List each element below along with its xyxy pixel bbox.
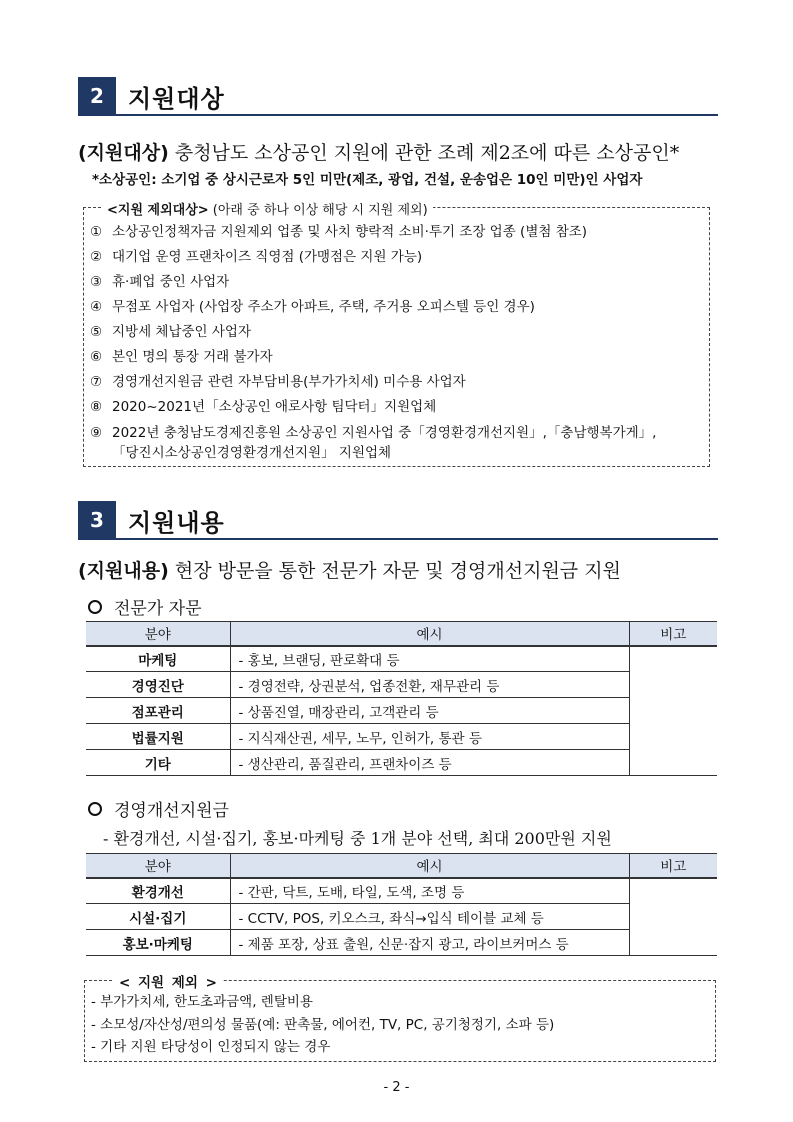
item-text: 소상공인정책자금 지원제외 업종 및 사치 향락적 소비·투기 조장 업종 (별첨 참조) — [112, 224, 588, 240]
item-text: 지방세 체납중인 사업자 — [112, 324, 251, 340]
row-example: - 상품진열, 매장관리, 고객관리 등 — [230, 698, 629, 724]
row-category: 경영진단 — [86, 672, 230, 698]
item-number: ⑥ — [90, 349, 103, 365]
table-row — [86, 698, 717, 724]
lead-text: 현장 방문을 통한 전문가 자문 및 경영개선지원금 지원 — [168, 560, 621, 582]
item-text: 무점포 사업자 (사업장 주소가 아파트, 주택, 주거용 오피스텔 등인 경우) — [112, 299, 535, 315]
support-exclusion-title: < 지원 제외 > — [113, 971, 223, 991]
heading-text: 경영개선지원금 — [114, 801, 229, 821]
row-example: - 지식재산권, 세무, 노무, 인허가, 통관 등 — [230, 724, 629, 750]
row-category: 점포관리 — [86, 698, 230, 724]
section-number: 2 — [78, 77, 116, 115]
row-category: 홍보·마케팅 — [86, 930, 230, 956]
section-3-header — [78, 502, 718, 540]
heading-text: 전문가 자문 — [114, 599, 202, 619]
item-number: ④ — [90, 299, 103, 315]
list-item — [90, 320, 703, 345]
exclusion-title — [102, 199, 433, 218]
row-example: - 생산관리, 품질관리, 프랜차이즈 등 — [230, 750, 629, 776]
row-category: 시설·집기 — [86, 904, 230, 930]
item-text-line1: 2022년 충청남도경제진흥원 소상공인 지원사업 중「경영환경개선지원」,「충남행복가게」, — [112, 425, 657, 441]
fund-subline: - 환경개선, 시설·집기, 홍보·마케팅 중 1개 분야 선택, 최대 200만원 지원 — [103, 829, 612, 848]
item-text: 2020~2021년「소상공인 애로사항 팀닥터」지원업체 — [112, 399, 437, 415]
item-text-line2: 「당진시소상공인경영환경개선지원」 지원업체 — [112, 445, 392, 461]
item-text — [112, 423, 656, 463]
list-item — [90, 345, 703, 370]
row-category: 마케팅 — [86, 646, 230, 672]
list-item — [90, 370, 703, 395]
header-example: 예시 — [230, 622, 629, 646]
exclusion-box — [83, 203, 710, 467]
item-number: ⑨ — [90, 425, 103, 441]
item-number: ⑧ — [90, 399, 103, 415]
table-header-row — [86, 622, 717, 646]
section-title: 지원대상 — [128, 84, 225, 113]
header-remark: 비고 — [629, 622, 717, 646]
lead-text: 충청남도 소상공인 지원에 관한 조례 제2조에 따른 소상공인* — [168, 142, 680, 164]
table-row — [86, 904, 717, 930]
circle-bullet-icon — [88, 600, 102, 614]
target-lead — [78, 138, 679, 165]
row-category: 환경개선 — [86, 878, 230, 904]
list-item: - 소모성/자산성/편의성 물품(예: 판촉물, 에어컨, TV, PC, 공기청정기, 소파 등) — [91, 1014, 554, 1037]
table-row — [86, 930, 717, 956]
row-remark — [629, 878, 717, 956]
table-row — [86, 878, 717, 904]
row-example: - 간판, 닥트, 도배, 타일, 도색, 조명 등 — [230, 878, 629, 904]
consult-heading — [88, 594, 202, 619]
list-item: - 부가가치세, 한도초과금액, 렌탈비용 — [91, 991, 554, 1014]
header-field: 분야 — [86, 854, 230, 878]
row-example: - 홍보, 브랜딩, 판로확대 등 — [230, 646, 629, 672]
support-exclusion-list — [91, 991, 554, 1059]
support-exclusion-box — [84, 975, 716, 1062]
exclusion-title-rest: (아래 중 하나 이상 해당 시 지원 제외) — [208, 203, 428, 218]
list-item — [90, 295, 703, 320]
item-text: 대기업 운영 프랜차이즈 직영점 (가맹점은 지원 가능) — [112, 249, 423, 265]
list-item — [90, 220, 703, 245]
circle-bullet-icon — [88, 802, 102, 816]
fund-heading — [88, 796, 229, 821]
content-lead — [78, 556, 621, 583]
item-number: ② — [90, 249, 103, 265]
exclusion-title-bold: <지원 제외대상> — [107, 203, 209, 218]
section-title: 지원내용 — [128, 508, 225, 537]
section-2-header — [78, 78, 718, 116]
consult-table — [86, 621, 717, 776]
table-row — [86, 724, 717, 750]
list-item: - 기타 지원 타당성이 인정되지 않는 경우 — [91, 1036, 554, 1059]
header-remark: 비고 — [629, 854, 717, 878]
item-text: 휴·폐업 중인 사업자 — [112, 274, 230, 290]
table-header-row — [86, 854, 717, 878]
header-field: 분야 — [86, 622, 230, 646]
list-item — [90, 423, 703, 463]
list-item — [90, 270, 703, 295]
page-number: - 2 - — [383, 1080, 410, 1095]
item-number: ⑦ — [90, 374, 103, 390]
header-example: 예시 — [230, 854, 629, 878]
row-category: 기타 — [86, 750, 230, 776]
list-item — [90, 245, 703, 270]
small-business-note: *소상공인: 소기업 중 상시근로자 5인 미만(제조, 광업, 건설, 운송업은 10인 미만)인 사업자 — [92, 172, 643, 188]
exclusion-list — [90, 220, 703, 463]
row-example: - CCTV, POS, 키오스크, 좌식→입식 테이블 교체 등 — [230, 904, 629, 930]
list-item — [90, 395, 703, 420]
section-number: 3 — [78, 501, 116, 539]
item-number: ③ — [90, 274, 103, 290]
item-number: ① — [90, 224, 103, 240]
table-row — [86, 750, 717, 776]
item-text: 본인 명의 통장 거래 불가자 — [112, 349, 273, 365]
row-example: - 경영전략, 상권분석, 업종전환, 재무관리 등 — [230, 672, 629, 698]
table-row — [86, 672, 717, 698]
row-remark — [629, 646, 717, 776]
lead-label: (지원대상) — [78, 142, 169, 164]
item-number: ⑤ — [90, 324, 103, 340]
lead-label: (지원내용) — [78, 560, 169, 582]
row-example: - 제품 포장, 상표 출원, 신문·잡지 광고, 라이브커머스 등 — [230, 930, 629, 956]
table-row — [86, 646, 717, 672]
row-category: 법률지원 — [86, 724, 230, 750]
fund-table — [86, 853, 717, 956]
item-text: 경영개선지원금 관련 자부담비용(부가가치세) 미수용 사업자 — [112, 374, 466, 390]
